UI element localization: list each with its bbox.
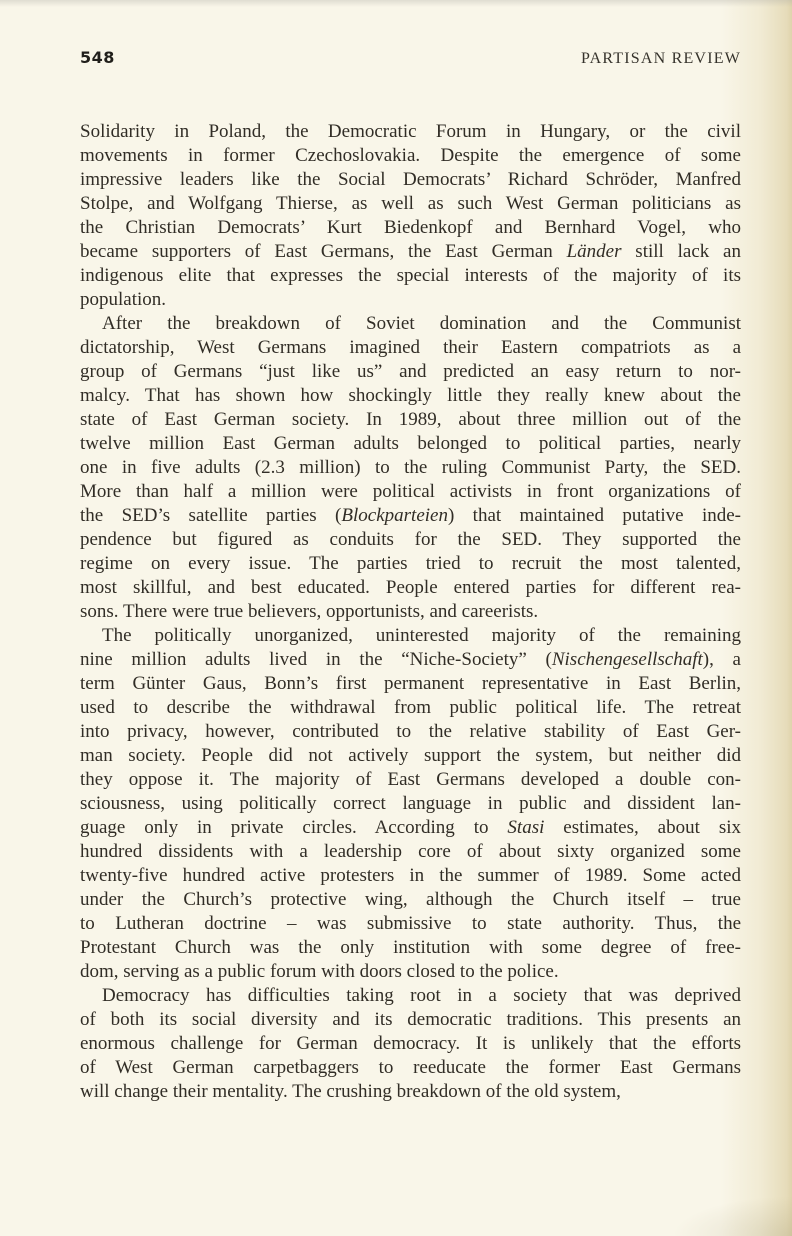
page-number: 548 — [80, 48, 115, 67]
text-line: one in five adults (2.3 million) to the ruling Communist Party, the SED. — [80, 457, 741, 478]
text-line: dictatorship, West Germans imagined their Eastern compatriots as a — [80, 337, 741, 358]
text-line: enormous challenge for German democracy. It is unlikely that the efforts — [80, 1033, 741, 1054]
text-line: the Christian Democrats’ Kurt Biedenkopf and Bernhard Vogel, who — [80, 217, 741, 238]
text-line: into privacy, however, contributed to the relative stability of East Ger- — [80, 721, 741, 742]
text-line: Democracy has difficulties taking root in a society that was deprived — [102, 985, 741, 1006]
running-head — [80, 48, 741, 68]
paragraph — [80, 120, 741, 312]
text-line: hundred dissidents with a leadership core of about sixty organized some — [80, 841, 741, 862]
text-line: became supporters of East Germans, the East German Länder still lack an — [80, 241, 741, 262]
text-line: regime on every issue. The parties tried to recruit the most talented, — [80, 553, 741, 574]
paragraph — [80, 984, 741, 1104]
text-line: sciousness, using politically correct language in public and dissident lan- — [80, 793, 741, 814]
text-line: group of Germans “just like us” and predicted an easy return to nor- — [80, 361, 741, 382]
text-line: nine million adults lived in the “Niche-Society” (Nischengesellschaft), a — [80, 649, 741, 670]
text-line: malcy. That has shown how shockingly little they really knew about the — [80, 385, 741, 406]
text-line: indigenous elite that expresses the special interests of the majority of its — [80, 265, 741, 286]
text-line: of West German carpetbaggers to reeducate the former East Germans — [80, 1057, 741, 1078]
text-line: will change their mentality. The crushing breakdown of the old system, — [80, 1081, 621, 1102]
text-line: impressive leaders like the Social Democrats’ Richard Schröder, Manfred — [80, 169, 741, 190]
text-line: state of East German society. In 1989, about three million out of the — [80, 409, 741, 430]
text-line: most skillful, and best educated. People entered parties for different rea- — [80, 577, 741, 598]
text-line: used to describe the withdrawal from public political life. The retreat — [80, 697, 741, 718]
text-line: they oppose it. The majority of East Germans developed a double con- — [80, 769, 741, 790]
text-line: term Günter Gaus, Bonn’s first permanent representative in East Berlin, — [80, 673, 741, 694]
text-line: Solidarity in Poland, the Democratic Forum in Hungary, or the civil — [80, 121, 741, 142]
body-text — [80, 120, 741, 1104]
text-line: The politically unorganized, uninterested majority of the remaining — [102, 625, 741, 646]
text-line: Protestant Church was the only institution with some degree of free- — [80, 937, 741, 958]
text-line: to Lutheran doctrine – was submissive to state authority. Thus, the — [80, 913, 741, 934]
text-line: movements in former Czechoslovakia. Despite the emergence of some — [80, 145, 741, 166]
paragraph — [80, 624, 741, 984]
text-line: under the Church’s protective wing, although the Church itself – true — [80, 889, 741, 910]
text-line: twenty-five hundred active protesters in the summer of 1989. Some acted — [80, 865, 741, 886]
text-line: After the breakdown of Soviet domination and the Communist — [102, 313, 741, 334]
text-line: guage only in private circles. According to Stasi estimates, about six — [80, 817, 741, 838]
text-line: dom, serving as a public forum with doors closed to the police. — [80, 961, 559, 982]
text-line: Stolpe, and Wolfgang Thierse, as well as such West German politicians as — [80, 193, 741, 214]
text-line: twelve million East German adults belonged to political parties, nearly — [80, 433, 741, 454]
text-line: population. — [80, 289, 167, 310]
text-line: man society. People did not actively support the system, but neither did — [80, 745, 741, 766]
text-line: More than half a million were political activists in front organizations of — [80, 481, 741, 502]
paragraph — [80, 312, 741, 624]
page-corner-shading — [672, 1196, 792, 1236]
journal-title: PARTISAN REVIEW — [580, 50, 741, 67]
text-line: of both its social diversity and its democratic traditions. This presents an — [80, 1009, 741, 1030]
text-line: sons. There were true believers, opportunists, and careerists. — [80, 601, 539, 622]
text-line: pendence but figured as conduits for the SED. They supported the — [80, 529, 741, 550]
text-line: the SED’s satellite parties (Blockparteien) that maintained putative inde- — [80, 505, 741, 526]
